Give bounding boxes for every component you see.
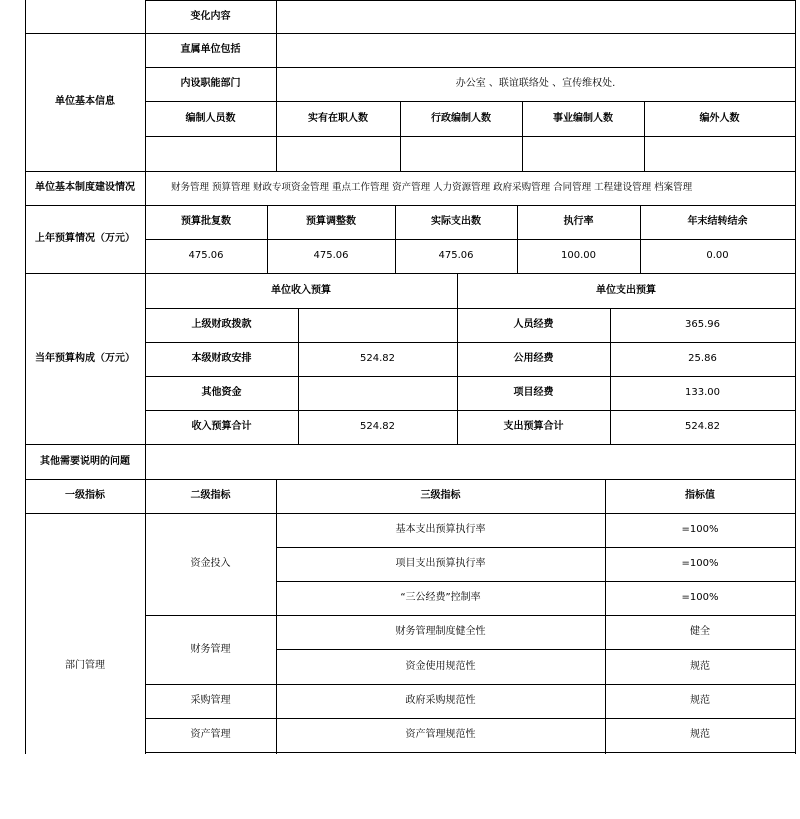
indicator-item-name: 财务管理制度健全性 (395, 626, 486, 638)
staff-header-actual: 实有在职人数 (308, 112, 368, 124)
indicator-level1-dept-management: 部门管理 (65, 660, 105, 672)
income-row-value (298, 308, 457, 342)
indicator-item-name: 资金使用规范性 (405, 660, 476, 672)
indicator-item-value: =100% (681, 524, 719, 536)
last-year-value-approved: 475.06 (188, 250, 224, 262)
income-row-value: 524.82 (360, 353, 395, 365)
indicator-group-fund-input: 资金投入 (190, 558, 231, 570)
indicator-item-name: “三公经费”控制率 (400, 592, 481, 604)
expense-row-value: 365.96 (685, 319, 720, 331)
indicator-item-value: =100% (681, 558, 719, 570)
other-issues-value (145, 444, 795, 479)
change-content-value (276, 0, 795, 33)
expense-row-value: 25.86 (688, 353, 717, 365)
indicator-item-name: 项目支出预算执行率 (395, 558, 486, 570)
indicator-item-value: 规范 (690, 660, 710, 672)
income-row-value (298, 376, 457, 410)
indicator-item-name: 政府采购规范性 (405, 695, 476, 707)
staff-header-authorized: 编制人员数 (185, 112, 236, 124)
staff-value-external (644, 136, 795, 171)
last-year-budget-label: 上年预算情况（万元） (35, 233, 135, 245)
expense-row-value: 133.00 (685, 387, 720, 399)
internal-depts-value: 办公室 、联谊联络处 、宣传维权处. (455, 78, 616, 90)
indicator-header-value: 指标值 (685, 490, 715, 502)
indicator-header-level2: 二级指标 (190, 490, 231, 502)
expense-total-value: 524.82 (685, 421, 720, 433)
affiliated-units-label: 直属单位包括 (180, 44, 241, 56)
income-budget-header: 单位收入预算 (271, 284, 331, 296)
current-budget-label: 当年预算构成（万元） (35, 352, 135, 364)
other-issues-label: 其他需要说明的问题 (40, 455, 130, 467)
staff-header-administrative: 行政编制人数 (431, 112, 491, 124)
expense-row-name: 人员经费 (513, 319, 554, 331)
indicator-group-financial-management: 财务管理 (190, 643, 231, 655)
staff-header-institutional: 事业编制人数 (553, 112, 613, 124)
last-year-header-actual: 实际支出数 (431, 216, 481, 228)
change-content-label: 变化内容 (190, 10, 231, 22)
last-year-header-adjusted: 预算调整数 (306, 216, 356, 228)
expense-row-name: 公用经费 (513, 353, 554, 365)
system-construction-value: 财务管理 预算管理 财政专项资金管理 重点工作管理 资产管理 人力资源管理 政府采购管理 合同管理 工程建设管理 档案管理 (171, 181, 693, 193)
staff-value-actual (276, 136, 400, 171)
indicator-item-value: 规范 (690, 695, 710, 707)
income-row-name: 本级财政安排 (191, 353, 252, 365)
staff-value-authorized (145, 136, 276, 171)
last-year-header-approved: 预算批复数 (181, 216, 231, 228)
income-row-name: 上级财政拨款 (191, 319, 252, 331)
last-year-header-rate: 执行率 (563, 216, 594, 228)
affiliated-units-value (276, 33, 795, 67)
expense-row-name: 项目经费 (513, 387, 554, 399)
indicator-item-value: =100% (681, 592, 719, 604)
staff-value-institutional (522, 136, 644, 171)
indicator-item-name: 资产管理规范性 (405, 729, 476, 741)
expense-total-name: 支出预算合计 (503, 421, 564, 433)
last-year-value-actual: 475.06 (438, 250, 474, 262)
income-row-name: 其他资金 (201, 387, 242, 399)
last-year-header-carryover: 年末结转结余 (687, 216, 748, 228)
income-total-name: 收入预算合计 (191, 421, 252, 433)
last-year-value-carryover: 0.00 (706, 250, 729, 262)
indicator-header-level1: 一级指标 (65, 490, 105, 502)
indicator-group-asset-management: 资产管理 (190, 729, 231, 741)
staff-header-external: 编外人数 (699, 112, 740, 124)
system-construction-label: 单位基本制度建设情况 (35, 182, 135, 194)
indicator-header-level3: 三级指标 (420, 490, 461, 502)
income-total-value: 524.82 (360, 421, 395, 433)
indicator-group-procurement: 采购管理 (190, 695, 231, 707)
indicator-item-value: 健全 (690, 626, 710, 638)
expense-budget-header: 单位支出预算 (596, 284, 656, 296)
indicator-item-name: 基本支出预算执行率 (395, 524, 486, 536)
last-year-value-adjusted: 475.06 (313, 250, 349, 262)
internal-depts-label: 内设职能部门 (180, 78, 241, 90)
basic-info-section-label: 单位基本信息 (55, 96, 115, 108)
staff-value-administrative (400, 136, 522, 171)
indicator-item-value: 规范 (690, 729, 710, 741)
last-year-value-rate: 100.00 (561, 250, 596, 262)
